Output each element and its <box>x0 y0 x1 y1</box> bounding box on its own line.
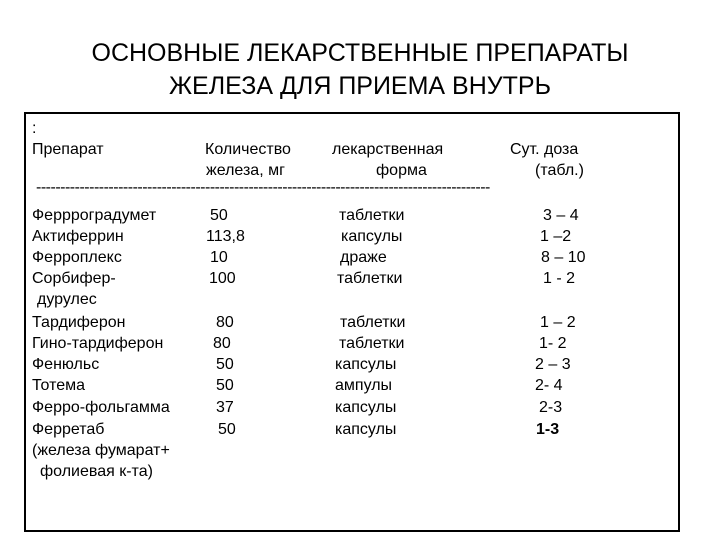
header-dose-line1: Сут. доза <box>510 141 579 158</box>
header-form-line1: лекарственная <box>332 141 444 158</box>
row-form: таблетки <box>340 314 406 331</box>
row-name: Феррроградумет <box>32 207 157 224</box>
row-name-cont: дурулес <box>37 291 97 308</box>
row-dose: 3 – 4 <box>543 207 579 224</box>
header-form-line2: форма <box>376 162 427 179</box>
row-iron: 10 <box>210 249 228 266</box>
row-dose: 2-3 <box>539 399 563 416</box>
row-name: Тардиферон <box>32 314 126 331</box>
row-name-cont: (железа фумарат+ <box>32 442 170 459</box>
row-form: таблетки <box>337 270 403 287</box>
header-separator: ---------------------------------------------------------------------------------------------- <box>36 179 490 196</box>
row-dose: 2- 4 <box>535 377 563 394</box>
row-iron: 80 <box>213 335 231 352</box>
row-form: таблетки <box>339 335 405 352</box>
row-iron: 50 <box>218 421 236 438</box>
row-form: капсулы <box>335 399 397 416</box>
row-name-cont: фолиевая к-та) <box>40 463 153 480</box>
header-drug: Препарат <box>32 141 104 158</box>
page-title-line-2: ЖЕЛЕЗА ДЛЯ ПРИЕМА ВНУТРЬ <box>168 72 552 100</box>
row-name: Ферро-фольгамма <box>32 399 170 416</box>
row-iron: 37 <box>216 399 234 416</box>
row-dose: 1- 2 <box>539 335 567 352</box>
row-iron: 50 <box>216 356 234 373</box>
row-name: Сорбифер- <box>32 270 116 287</box>
row-form: капсулы <box>335 421 397 438</box>
row-dose: 8 – 10 <box>541 249 586 266</box>
row-iron: 113,8 <box>206 228 245 245</box>
header-iron-line1: Количество <box>205 141 291 158</box>
row-form: таблетки <box>339 207 405 224</box>
row-dose: 2 – 3 <box>535 356 571 373</box>
row-dose: 1-3 <box>536 421 560 438</box>
row-form: драже <box>340 249 387 266</box>
row-form: капсулы <box>341 228 403 245</box>
row-form: капсулы <box>335 356 397 373</box>
row-dose: 1 - 2 <box>543 270 576 287</box>
row-dose: 1 –2 <box>540 228 572 245</box>
row-name: Тотема <box>32 377 86 394</box>
row-iron: 50 <box>210 207 228 224</box>
page-title-line-1: ОСНОВНЫЕ ЛЕКАРСТВЕННЫЕ ПРЕПАРАТЫ <box>91 39 629 67</box>
row-name: Ферретаб <box>32 421 105 438</box>
row-name: Фенюльс <box>32 356 100 373</box>
row-iron: 100 <box>209 270 236 287</box>
row-name: Ферроплекс <box>32 249 122 266</box>
header-iron-line2: железа, мг <box>206 162 285 179</box>
row-iron: 80 <box>216 314 234 331</box>
header-dose-line2: (табл.) <box>535 162 584 179</box>
row-name: Актиферрин <box>32 228 124 245</box>
table-colon: : <box>32 120 37 137</box>
row-iron: 50 <box>216 377 234 394</box>
row-name: Гино-тардиферон <box>32 335 164 352</box>
row-dose: 1 – 2 <box>540 314 576 331</box>
row-form: ампулы <box>335 377 393 394</box>
